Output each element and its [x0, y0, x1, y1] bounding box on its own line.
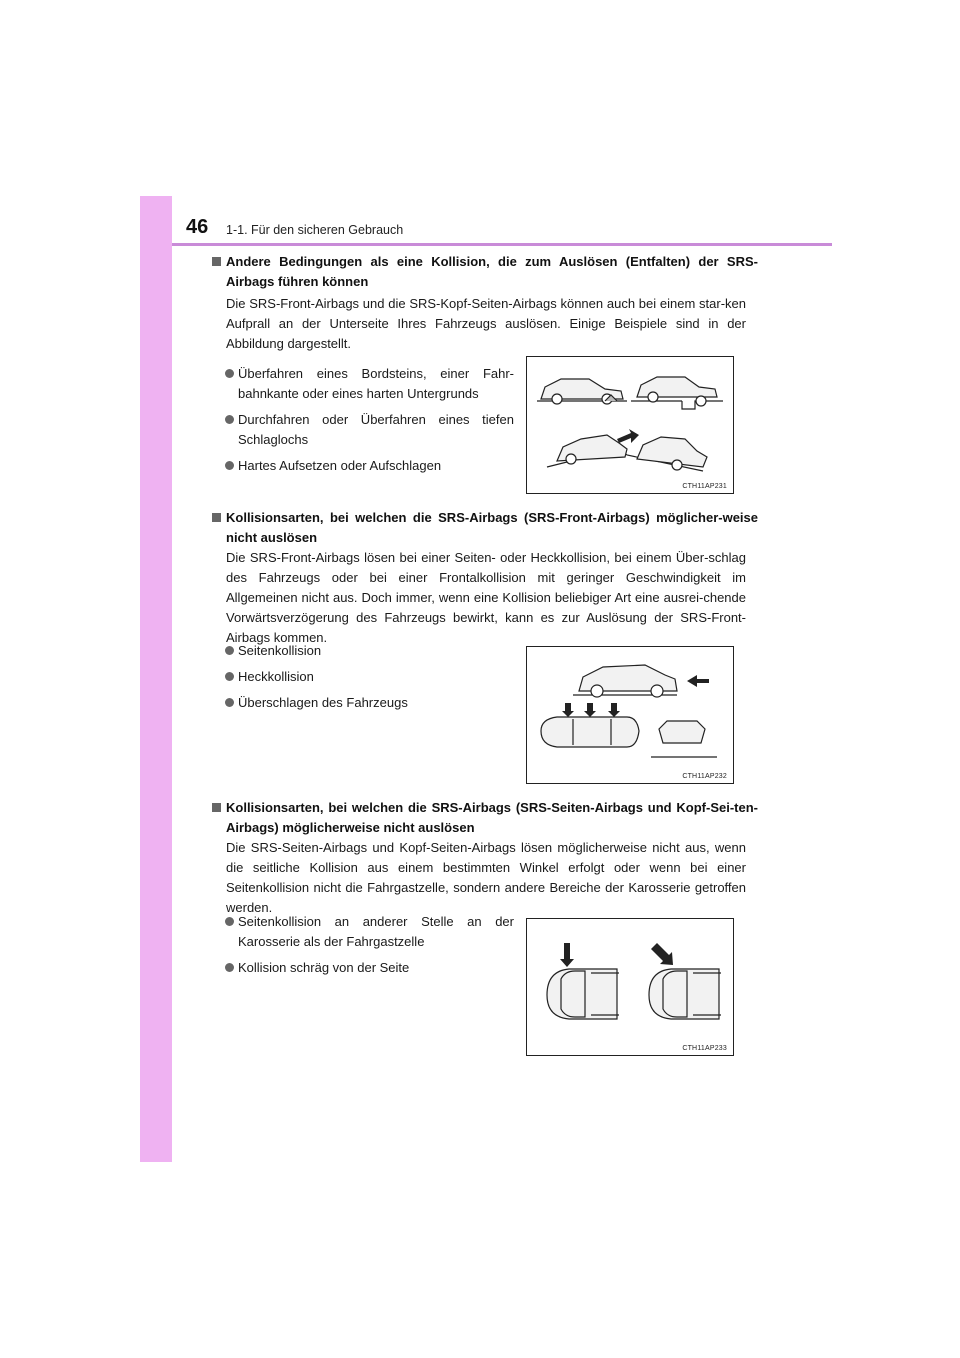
- round-bullet-icon: [225, 646, 234, 655]
- section-paragraph-1: Die SRS-Front-Airbags und die SRS-Kopf-Seiten-Airbags können auch bei einem star-ken Aufprall an der Unterseite Ihres Fahrzeugs auslösen. Einige Beispiele sind in der Abbildung dargestellt.: [226, 296, 746, 351]
- side-rear-rollover-collision-icon: [527, 647, 733, 783]
- section-paragraph-3: Die SRS-Seiten-Airbags und Kopf-Seiten-Airbags lösen möglicherweise nicht aus, wenn die seitliche Kollision aus einem bestimmten Winkel erfolgt oder wenn bei einer Seitenkollision nicht die Fahrgastzelle, sondern andere Bereiche der Karosserie getroffen werden.: [226, 840, 746, 915]
- square-bullet-icon: [212, 257, 221, 266]
- list-item: Heckkollision: [226, 667, 514, 687]
- list-item: Überschlagen des Fahrzeugs: [226, 693, 514, 713]
- section-heading-1: Andere Bedingungen als eine Kollision, die zum Auslösen (Entfalten) der SRS-Airbags führen können: [212, 252, 758, 292]
- section-paragraph-2: Die SRS-Front-Airbags lösen bei einer Seiten- oder Heckkollision, bei einem Über-schlag des Fahrzeugs oder bei einer Frontalkollision mit geringer Geschwindigkeit im Allgemeinen nicht aus. Doch immer, wenn eine Kollision beliebiger Art eine ausrei-chende Vorwärtsverzögerung des Fahrzeugs bewirkt, kann es zur Auslösung der SRS-Front-Airbags kommen.: [226, 550, 746, 645]
- bullet-list-3: [226, 912, 514, 984]
- list-item: Durchfahren oder Überfahren eines tiefen Schlaglochs: [226, 410, 514, 450]
- figure-underbody-impact: [526, 356, 734, 494]
- square-bullet-icon: [212, 803, 221, 812]
- round-bullet-icon: [225, 369, 234, 378]
- round-bullet-icon: [225, 672, 234, 681]
- round-bullet-icon: [225, 698, 234, 707]
- bullet-list-2: [226, 641, 514, 719]
- section-heading-2: Kollisionsarten, bei welchen die SRS-Airbags (SRS-Front-Airbags) möglicher-weise nicht auslösen: [212, 508, 758, 548]
- angled-side-collision-icon: [527, 919, 733, 1055]
- header-divider: [172, 243, 832, 246]
- list-item: Seitenkollision: [226, 641, 514, 661]
- round-bullet-icon: [225, 963, 234, 972]
- section-heading-3: Kollisionsarten, bei welchen die SRS-Airbags (SRS-Seiten-Airbags und Kopf-Sei-ten-Airbags) möglicherweise nicht auslösen: [212, 798, 758, 838]
- list-item: Überfahren eines Bordsteins, einer Fahr-bahnkante oder eines harten Untergrunds: [226, 364, 514, 404]
- bullet-list-1: [226, 364, 514, 482]
- figure-angled-side-collision: [526, 918, 734, 1056]
- figure-code: CTH11AP232: [682, 773, 727, 780]
- round-bullet-icon: [225, 917, 234, 926]
- list-item: Hartes Aufsetzen oder Aufschlagen: [226, 456, 514, 476]
- figure-code: CTH11AP233: [682, 1045, 727, 1052]
- square-bullet-icon: [212, 513, 221, 522]
- car-underbody-impact-icon: [527, 357, 733, 493]
- list-item: Seitenkollision an anderer Stelle an der Karosserie als der Fahrgastzelle: [226, 912, 514, 952]
- page-number: 46: [186, 216, 209, 238]
- figure-side-rear-rollover: [526, 646, 734, 784]
- round-bullet-icon: [225, 415, 234, 424]
- figure-code: CTH11AP231: [682, 483, 727, 490]
- chapter-title: 1-1. Für den sicheren Gebrauch: [226, 223, 404, 237]
- chapter-sidebar-tab: [140, 196, 172, 1162]
- round-bullet-icon: [225, 461, 234, 470]
- list-item: Kollision schräg von der Seite: [226, 958, 514, 978]
